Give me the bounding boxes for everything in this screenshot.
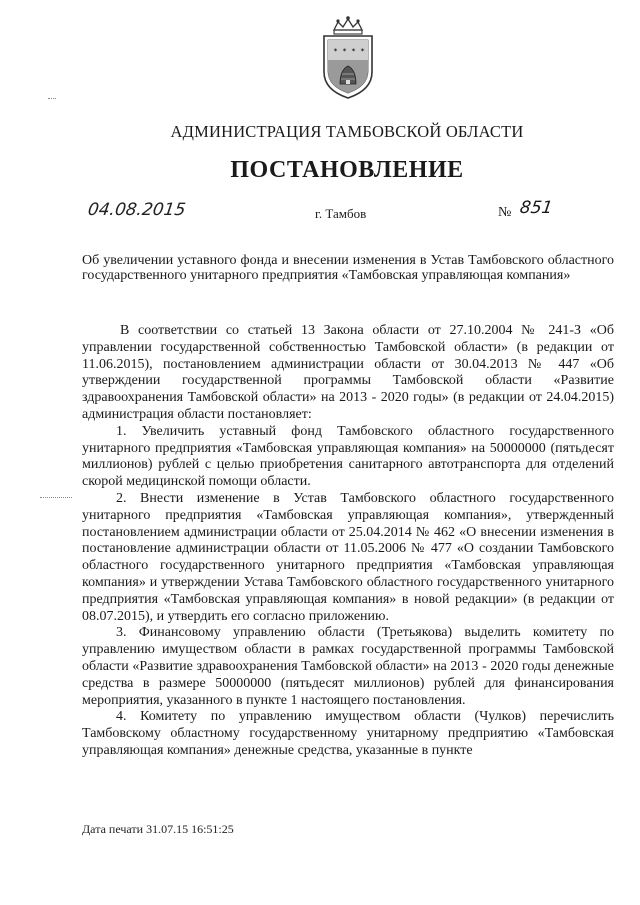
organization-name: АДМИНИСТРАЦИЯ ТАМБОВСКОЙ ОБЛАСТИ [170,122,524,141]
svg-text:✶: ✶ [333,47,339,54]
document-type-title: ПОСТАНОВЛЕНИЕ [230,157,464,183]
document-subject: Об увеличении уставного фонда и внесении изменения в Устав Тамбовского областного государственного унитарного предприятия «Тамбовская управляющая компания» [82,253,614,283]
clause-3-paragraph: 3. Финансовому управлению области (Третьякова) выделить комитету по управлению имуществом области в рамках государственной программы Тамбовской области «Развитие здравоохранения Тамбовской области» на 2013 - 2020 годы денежные средства в размере 50000000 (пятьдесят миллионов) рублей для финансирования мероприятия, указанного в пункте 1 настоящего постановления. [82,625,614,708]
svg-text:✶: ✶ [360,47,366,54]
margin-mark [48,98,56,99]
print-date-footer: Дата печати 31.07.15 16:51:25 [82,822,234,836]
margin-mark [40,497,72,498]
svg-text:✶: ✶ [351,47,357,54]
preamble-paragraph: В соответствии со статьей 13 Закона области от 27.10.2004 № 241-З «Об управлении государственной собственностью Тамбовской области» (в редакции от 11.06.2015), постановлением администрации области от 30.04.2013 № 447 «Об утверждении государственной программы Тамбовской области «Развитие здравоохранения Тамбовской области» на 2013 - 2020 годы» (в редакции от 24.04.2015) администрация области постановляет: [82,323,614,422]
clause-4-paragraph: 4. Комитету по управлению имуществом области (Чулков) перечислить Тамбовскому областному государственному унитарному предприятию «Тамбовская управляющая компания» денежные средства, указанные в пункте [82,709,614,758]
issue-city: г. Тамбов [315,206,367,221]
tambov-coat-of-arms-icon [316,14,380,102]
document-body [82,323,614,760]
svg-text:✶: ✶ [342,47,348,54]
clause-2-paragraph: 2. Внести изменение в Устав Тамбовского областного государственного унитарного предприятия «Тамбовская управляющая компания», утвержденный постановлением администрации области от 25.04.2014 № 462 «О внесении изменения в постановление администрации области от 11.05.2006 № 477 «О создании Тамбовского областного государственного унитарного предприятия «Тамбовская управляющая компания» и утверждении Устава Тамбовского областного государственного унитарного предприятия «Тамбовская управляющая компания» в новой редакции» (в редакции от 08.07.2015), и утвердить его согласно приложению. [82,490,614,624]
document-number-label: № [498,205,512,220]
clause-1-paragraph: 1. Увеличить уставный фонд Тамбовского областного государственного унитарного предприятия «Тамбовская управляющая компания» на 50000000 (пятьдесят миллионов) рублей с целью приобретения санитарного автотранспорта для отделений скорой медицинской помощи области. [82,423,614,490]
handwritten-date: 04.08.2015 [86,200,187,220]
handwritten-document-number: 851 [518,198,554,218]
